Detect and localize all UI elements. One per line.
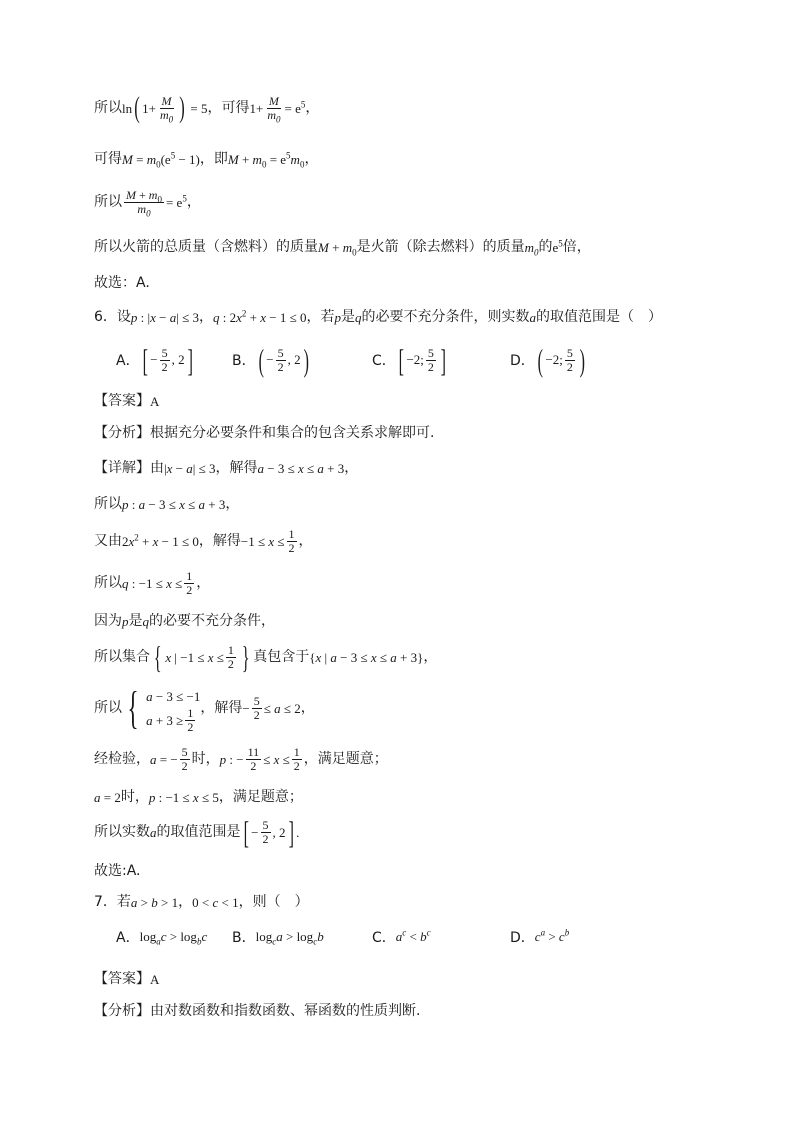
- analysis-7: 【分析】 由对数函数和指数函数、幂函数的性质判断.: [94, 1003, 421, 1019]
- solution-line-2: 可得 $M = m_0(e^5 - 1)$ ，即 $M + m_0 = e^5m_0$ ，: [94, 150, 319, 170]
- formula: ln: [122, 100, 133, 116]
- detail-line-11: 故选:A.: [94, 863, 141, 879]
- detail-line-9: a = 2 时， p : −1 ≤ x ≤ 5 ，满足题意；: [94, 789, 303, 805]
- detail-line-7: 所以 { a − 3 ≤ −1 a + 3 ≥ $\frac{1}{2}$ ，解得 − $\frac{5}{2}$ ≤ a ≤ 2 ，: [94, 682, 315, 734]
- detail-line-6: 所以集合 { x | −1 ≤ x ≤ $\frac{1}{2}$ } 真包含于 {x | a − 3 ≤ x ≤ a + 3} ，: [94, 639, 438, 675]
- detail-line-5: 因为 p 是 q 的必要不充分条件，: [94, 613, 275, 629]
- fraction: $\frac{M}{m_0}$: [159, 93, 174, 124]
- option-7a: A． $\log_ac > \log_bc$: [116, 929, 208, 947]
- option-c: C． [ −2; $\frac{5}{2}$ ]: [372, 342, 446, 378]
- option-a: A． [ − $\frac{5}{2}$ , 2 ]: [116, 342, 193, 378]
- fraction: $\frac{M + m_0}{m_0}$: [126, 187, 162, 218]
- detail-line-2: 所以 p : a − 3 ≤ x ≤ a + 3 ，: [94, 496, 240, 512]
- question-7: 7．若 a > b > 1 ， 0 < c < 1 ，则（ ）: [94, 894, 309, 910]
- solution-line-1: 所以 ln ( 1+ $\frac{M}{m_0}$ ) = 5 ，可得 1+ $\frac{M}{m_0}$ = $e^5$ ，: [94, 91, 320, 124]
- answer-6: 【答案】 A: [94, 393, 160, 409]
- analysis-6: 【分析】 根据充分必要条件和集合的包含关系求解即可.: [94, 425, 435, 441]
- option-b: B． ( − $\frac{5}{2}$ , 2 ): [232, 342, 309, 378]
- detail-line-8: 经检验， a = − $\frac{5}{2}$ 时， p : − $\frac{11}{2}$ ≤ x ≤ $\frac{1}{2}$ ，满足题意；: [94, 744, 388, 773]
- detail-line-10: 所以实数 a 的取值范围是 [ − $\frac{5}{2}$ , 2 ] .: [94, 814, 300, 850]
- solution-line-4: 所以火箭的总质量（含燃料）的质量 $M + m_0$ 是火箭（除去燃料）的质量 $m_0$ 的 $e^5$ 倍，: [94, 238, 591, 258]
- equation-system: { a − 3 ≤ −1 a + 3 ≥ $\frac{1}{2}$: [127, 682, 201, 734]
- question-6: 6．设 p : |x − a| ≤ 3 ， q : $2x^2 + x - 1 \le 0$ ，若 p 是 q 的必要不充分条件，则实数 a 的取值范围是（ ）: [94, 308, 663, 325]
- solution-line-3: 所以 $\frac{M + m_0}{m_0}$ = $e^5$ ，: [94, 187, 201, 218]
- option-7c: C． $a^c < b^c$: [372, 927, 431, 946]
- fraction: $\frac{M}{m_0}$: [267, 93, 281, 124]
- option-7d: D． $c^a > c^b$: [510, 927, 570, 946]
- option-d: D． ( −2; $\frac{5}{2}$ ): [510, 342, 585, 378]
- detail-line-3: 又由 $2x^2 + x - 1 \le 0$ ，解得 −1 ≤ x ≤ $\frac{1}{2}$ ，: [94, 526, 313, 555]
- answer-7: 【答案】 A: [94, 971, 160, 987]
- answer-line: 故选：A.: [94, 275, 150, 291]
- option-7b: B． $\log_ca > \log_cb$: [232, 929, 324, 947]
- detail-line-1: 【详解】 由 |x − a| ≤ 3 ，解得 a − 3 ≤ x ≤ a + 3 ，: [94, 460, 359, 476]
- detail-line-4: 所以 q : −1 ≤ x ≤ $\frac{1}{2}$ ，: [94, 568, 211, 597]
